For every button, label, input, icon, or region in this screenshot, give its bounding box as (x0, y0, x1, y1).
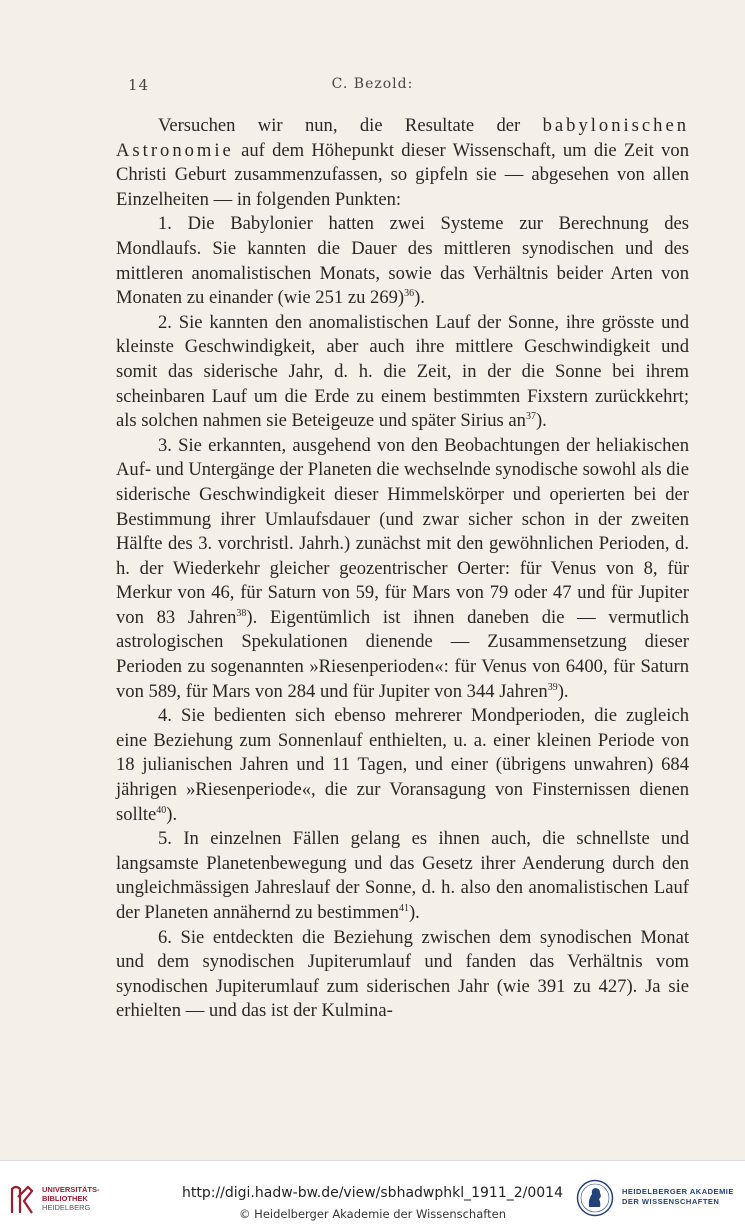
viewer-footer (0, 1160, 745, 1227)
paragraph-2-text: 2. Sie kannten den anomalistischen Lauf der Sonne, ihre grösste und kleinste Geschwindigkeit, aber auch ihre mittlere Geschwindigkeit und somit das siderische Jahr, d. h. die Zeit, in der die Sonne bei ihrem scheinbaren Lauf um die Erde zu einem bestimmten Fixstern zurückkehrt; als solchen nahmen sie Beteigeuze und später Sirius an (116, 311, 689, 432)
footnote-ref-40[interactable]: 40 (156, 804, 167, 816)
running-head: C. Bezold: (331, 76, 414, 92)
paragraph-2 (116, 311, 689, 434)
academy-seal-icon[interactable] (576, 1179, 614, 1217)
ub-line-1: UNIVERSITÄTS- (42, 1185, 100, 1194)
footnote-ref-36[interactable]: 36 (404, 288, 415, 300)
paragraph-4-end: ). (166, 803, 178, 825)
paragraph-3-end: ). (557, 680, 569, 702)
footnote-ref-39[interactable]: 39 (547, 681, 558, 693)
paragraph-intro (116, 114, 689, 212)
academy-line-2: DER WISSENSCHAFTEN (622, 1197, 720, 1206)
paragraph-3-text-cont: ). Eigentümlich ist ihnen daneben die — vermutlich astrologischen Spekulationen dienende — Zusammensetzung dieser Perioden zu sogenannten »Riesenperioden«: für Venus von 6400, für Saturn von 589, für Mars von 284 und für Jupiter von 344 Jahren (116, 606, 689, 702)
paragraph-3 (116, 434, 689, 705)
paragraph-1-end: ). (414, 287, 425, 309)
copyright-notice: © Heidelberger Akademie der Wissenschaften (239, 1207, 506, 1221)
footnote-ref-37[interactable]: 37 (525, 411, 536, 423)
paragraph-6 (116, 926, 689, 1024)
footnote-ref-38[interactable]: 38 (236, 607, 247, 619)
page-header (0, 76, 745, 100)
page-number: 14 (128, 76, 150, 94)
ub-line-2: BIBLIOTHEK (42, 1194, 88, 1203)
paragraph-1 (116, 212, 689, 310)
paragraph-6-text: 6. Sie entdeckten die Beziehung zwischen dem synodischen Monat und dem synodischen Jupiterumlauf und fanden das Verhältnis vom synodischen Jupiterumlauf zum siderischen Jahr (wie 391 zu 427). Ja sie erhielten — und das ist der Kulmina- (116, 926, 689, 1022)
paragraph-1-text: 1. Die Babylonier hatten zwei Systeme zur Berechnung des Mondlaufs. Sie kannten die Dauer des mittleren synodischen und des mittleren anomalistischen Monats, sowie das Verhältnis beider Arten von Monaten zu einander (wie 251 zu 269) (116, 213, 689, 309)
intro-text: Versuchen wir nun, die Resultate der (158, 115, 543, 136)
paragraph-4-text: 4. Sie bedienten sich ebenso mehrerer Mondperioden, die zugleich eine Beziehung zum Sonnenlauf enthielten, u. a. einer kleinen Periode von 18 julianischen Jahren und 11 Tagen, und einer (übrigens unwahren) 684 jährigen »Riesenperiode«, die zur Voransagung von Finsternissen dienen sollte (116, 705, 689, 825)
paragraph-5-end: ). (408, 902, 420, 923)
paragraph-4 (116, 704, 689, 827)
spaced-emphasis: babylonischen Astronomie (116, 115, 689, 161)
ub-line-3: HEIDELBERG (42, 1203, 91, 1212)
paragraph-2-end: ). (535, 410, 547, 432)
body-text (116, 114, 689, 1024)
intro-text-cont: auf dem Höhepunkt dieser Wissenschaft, um die Zeit von Christi Geburt zusammenzufassen, so gipfeln sie — abgesehen von allen Einzelheiten — in folgenden Punkten: (116, 139, 689, 210)
paragraph-3-text: 3. Sie erkannten, ausgehend von den Beobachtungen der heliakischen Auf- und Untergänge der Planeten die wechselnde synodische sowohl als die siderische Geschwindigkeit dieser Himmelskörper und operierten bei der Bestimmung ihrer Umlaufsdauer (und zwar sicher schon in der zweiten Hälfte des 3. vorchristl. Jahrh.) zunächst mit den gewöhnlichen Perioden, d. h. der Wiederkehr gleicher geozentrischer Oerter: für Venus von 8, für Merkur von 46, für Saturn von 59, für Mars von 79 oder 47 und für Jupiter von 83 Jahren (116, 434, 689, 628)
permalink-url[interactable]: http://digi.hadw-bw.de/view/sbhadwphkl_1911_2/0014 (181, 1185, 563, 1201)
paragraph-5 (116, 827, 689, 925)
academy-line-1: HEIDELBERGER AKADEMIE (622, 1187, 734, 1196)
footnote-ref-41[interactable]: 41 (398, 903, 409, 914)
paragraph-5-text: 5. In einzelnen Fällen gelang es ihnen auch, die schnellste und langsamste Planetenbewegung und das Gesetz ihrer Aenderung durch den ungleichmässigen Jahreslauf der Sonne, d. h. also den anomalistischen Lauf der Planeten annähernd zu bestimmen (116, 828, 689, 923)
academy-name (622, 1187, 734, 1207)
